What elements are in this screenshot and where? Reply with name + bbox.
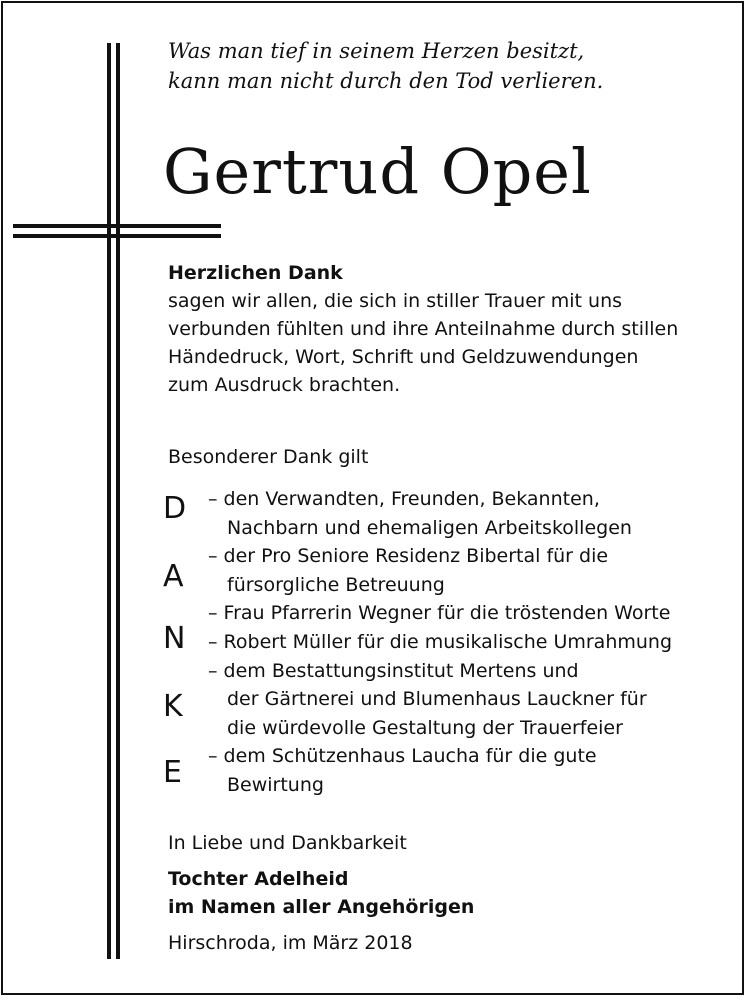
memorial-quote (168, 36, 728, 96)
list-item-continuation: fürsorgliche Betreuung (227, 573, 445, 596)
cross-horizontal-line (13, 224, 221, 228)
place-and-date: Hirschroda, im März 2018 (168, 932, 413, 954)
closing-phrase: In Liebe und Dankbarkeit (168, 832, 407, 854)
danke-letter: E (163, 755, 182, 790)
danke-letter: A (163, 559, 184, 594)
thanks-section (168, 259, 728, 399)
deceased-name: Gertrud Opel (163, 135, 592, 208)
thanks-heading: Herzlichen Dank (168, 262, 343, 284)
list-item-continuation: die würdevolle Gestaltung der Trauerfeier (227, 716, 623, 739)
list-item (208, 485, 738, 542)
quote-line: kann man nicht durch den Tod verlieren. (168, 69, 604, 93)
thanks-line: Händedruck, Wort, Schrift und Geldzuwendungen (168, 346, 639, 368)
list-item (208, 657, 738, 743)
cross-horizontal-line (13, 234, 221, 238)
list-item-continuation: Nachbarn und ehemaligen Arbeitskollegen (227, 516, 632, 539)
thanks-line: verbunden fühlten und ihre Anteilnahme durch stillen (168, 318, 679, 340)
list-item (208, 599, 738, 628)
list-item-text: – Robert Müller für die musikalische Umrahmung (208, 630, 673, 653)
list-item-text: – dem Schützenhaus Laucha für die gute (208, 745, 597, 768)
thanks-list (208, 485, 738, 800)
quote-line: Was man tief in seinem Herzen besitzt, (168, 39, 585, 63)
list-item (208, 542, 738, 599)
cross-vertical-line (116, 43, 120, 959)
list-item-text: – Frau Pfarrerin Wegner für die tröstenden Worte (208, 602, 671, 625)
list-item-text: – der Pro Seniore Residenz Bibertal für die (208, 545, 609, 568)
list-item-text: – dem Bestattungsinstitut Mertens und (208, 659, 579, 682)
danke-letter: K (163, 689, 183, 724)
cross-vertical-line (107, 43, 111, 959)
closing-section (168, 829, 728, 957)
special-thanks-intro: Besonderer Dank gilt (168, 446, 369, 468)
obituary-notice (1, 1, 744, 995)
list-item (208, 628, 738, 657)
list-item-continuation: der Gärtnerei und Blumenhaus Lauckner für (227, 688, 647, 711)
list-item (208, 742, 738, 799)
list-item-text: – den Verwandten, Freunden, Bekannten, (208, 488, 600, 510)
danke-letter: D (163, 491, 187, 526)
signer-relation: im Namen aller Angehörigen (168, 896, 475, 918)
signer-name: Tochter Adelheid (168, 868, 349, 890)
list-item-continuation: Bewirtung (227, 773, 324, 796)
thanks-line: zum Ausdruck brachten. (168, 374, 401, 396)
thanks-line: sagen wir allen, die sich in stiller Trauer mit uns (168, 290, 623, 312)
danke-letter: N (163, 621, 186, 656)
